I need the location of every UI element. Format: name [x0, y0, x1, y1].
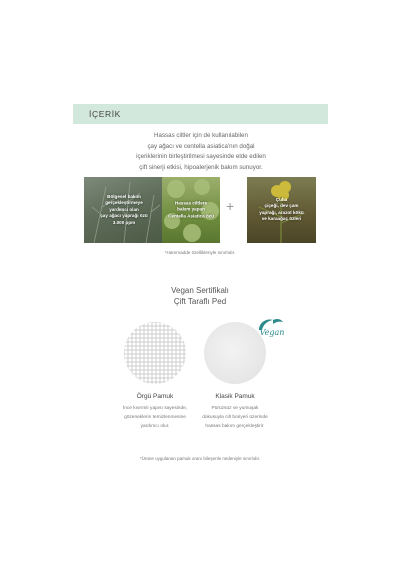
- centella-caption: [162, 200, 220, 219]
- ingredient-footnote: *Hammadde özellikleriyle sınırlıdır.: [164, 250, 236, 255]
- vegan-badge-label: Vegan: [259, 328, 285, 337]
- tea-tree-image: [84, 177, 164, 243]
- tea-tree-caption: [84, 194, 164, 226]
- centella-image: [162, 177, 220, 243]
- caption-line: bakım yapan: [177, 206, 205, 212]
- classic-cotton-info: [180, 393, 290, 431]
- other-extracts-image: [247, 177, 316, 243]
- section-title-banner: [73, 104, 328, 124]
- knit-cotton-pad-image: [124, 322, 186, 384]
- vegan-title-line: Çift Taraflı Ped: [173, 297, 227, 306]
- section-title: İÇERİK: [89, 109, 121, 119]
- caption-line: yardımcı olan: [109, 206, 139, 212]
- caption-line: çay ağacı yaprağı özü: [100, 213, 148, 219]
- vegan-title-line: Vegan Sertifikalı: [171, 286, 229, 295]
- caption-line: Centella Asiatica özü: [168, 213, 214, 219]
- knit-cotton-title: Örgü Pamuk: [136, 393, 174, 400]
- desc-line: gözeneklerin temizlenmesine: [124, 415, 186, 420]
- caption-line: Çuha: [275, 197, 288, 203]
- caption-line: gerçekleştirmeye: [105, 200, 143, 206]
- other-extracts-caption: [247, 197, 316, 223]
- intro-line: içeriklerinin birleştirilmesi sayesinde elde edilen: [136, 153, 266, 160]
- vegan-title: [0, 285, 400, 307]
- desc-line: İnce kıvrımlı yapısı sayesinde,: [122, 406, 188, 411]
- desc-line: dokusuyla cilt boriyeri üzerinde: [202, 415, 268, 420]
- caption-line: ve karaağaç özleri: [261, 216, 302, 222]
- caption-line: çiçeği, dev çam: [264, 203, 299, 209]
- cotton-footnote: *Ürüne uygulanan pamuk oranı bileşenle nedeniyle sınırlıdır.: [139, 456, 261, 461]
- desc-line: Pürüzsüz ve yumuşak: [211, 406, 259, 411]
- caption-line: yaprağı, arazot kökü: [259, 210, 304, 215]
- intro-line: çay ağacı ve centella asiatica'nın doğal: [147, 142, 255, 150]
- caption-line: 3.000 ppm: [112, 219, 136, 225]
- desc-line: yardımcı olur.: [140, 424, 170, 429]
- classic-cotton-title: Klasik Pamuk: [215, 393, 255, 400]
- vegan-badge-icon: [255, 316, 289, 340]
- plus-symbol: +: [226, 198, 235, 214]
- caption-line: Bölgesel bakım: [107, 193, 141, 199]
- caption-line: Hassas ciltlere: [174, 200, 208, 206]
- desc-line: hassas bakım gerçekleştirir.: [205, 424, 265, 429]
- intro-line: çift sinerji etkisi, hipoalerjenik bakım sunuyor.: [139, 163, 263, 171]
- intro-text: [90, 131, 312, 173]
- intro-line: Hassas ciltler için de kullanılabilen: [154, 132, 248, 139]
- classic-cotton-desc: [180, 404, 290, 431]
